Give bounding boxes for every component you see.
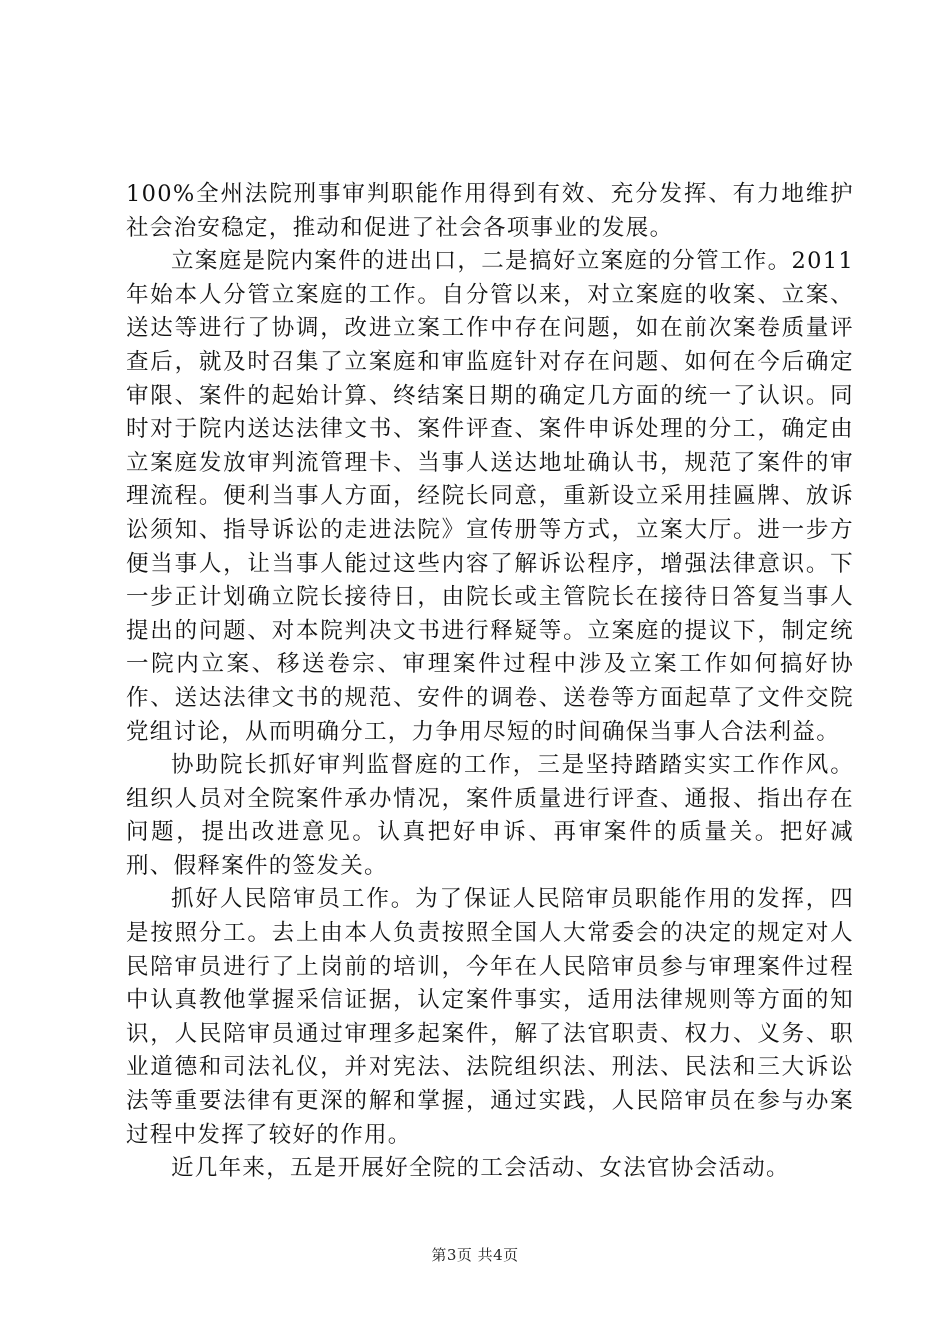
document-body: [126, 178, 854, 1186]
paragraph-4: 抓好人民陪审员工作。为了保证人民陪审员职能作用的发挥，四是按照分工。去上由本人负责按照全国人大常委会的决定的规定对人民陪审员进行了上岗前的培训，今年在人民陪审员参与审理案件过程中认真教他掌握采信证据，认定案件事实，适用法律规则等方面的知识，人民陪审员通过审理多起案件，解了法官职责、权力、义务、职业道德和司法礼仪，并对宪法、法院组织法、刑法、民法和三大诉讼法等重要法律有更深的解和掌握，通过实践，人民陪审员在参与办案过程中发挥了较好的作用。: [126, 886, 854, 1148]
paragraph-2: 立案庭是院内案件的进出口，二是搞好立案庭的分管工作。2011年始本人分管立案庭的工作。自分管以来，对立案庭的收案、立案、送达等进行了协调，改进立案工作中存在问题，如在前次案卷质量评查后，就及时召集了立案庭和审监庭针对存在问题、如何在今后确定审限、案件的起始计算、终结案日期的确定几方面的统一了认识。同时对于院内送达法律文书、案件评查、案件申诉处理的分工，确定由立案庭发放审判流管理卡、当事人送达地址确认书，规范了案件的审理流程。便利当事人方面，经院长同意，重新设立采用挂匾牌、放诉讼须知、指导诉讼的走进法院》宣传册等方式，立案大厅。进一步方便当事人，让当事人能过这些内容了解诉讼程序，增强法律意识。下一步正计划确立院长接待日，由院长或主管院长在接待日答复当事人提出的问题、对本院判决文书进行释疑等。立案庭的提议下，制定统一院内立案、移送卷宗、审理案件过程中涉及立案工作如何搞好协作、送达法律文书的规范、安件的调卷、送卷等方面起草了文件交院党组讨论，从而明确分工，力争用尽短的时间确保当事人合法利益。: [126, 248, 854, 745]
paragraph-5: 近几年来，五是开展好全院的工会活动、女法官协会活动。: [171, 1155, 790, 1182]
page-footer: 第3页 共4页: [431, 1246, 519, 1264]
paragraph-1: 100%全州法院刑事审判职能作用得到有效、充分发挥、有力地维护社会治安稳定，推动和促进了社会各项事业的发展。: [126, 181, 854, 241]
paragraph-3: 协助院长抓好审判监督庭的工作，三是坚持踏踏实实工作作风。组织人员对全院案件承办情况，案件质量进行评查、通报、指出存在问题，提出改进意见。认真把好申诉、再审案件的质量关。把好减刑、假释案件的签发关。: [126, 752, 854, 879]
